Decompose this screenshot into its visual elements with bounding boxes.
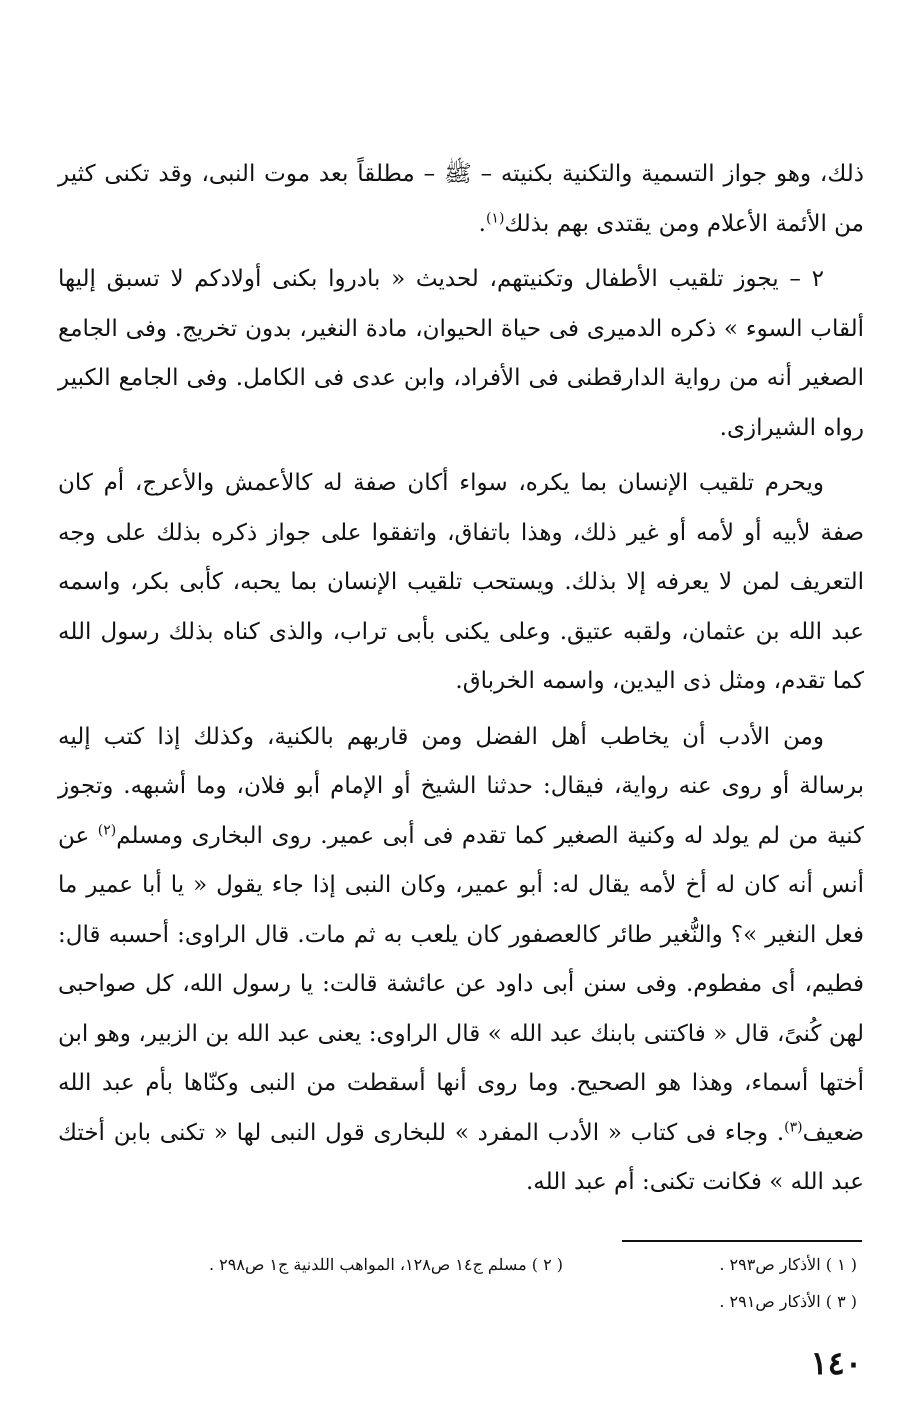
paragraph-3: ويحرم تلقيب الإنسان بما يكره، سواء أكان صفة له كالأعمش والأعرج، أم كان صفة لأبيه أو لأمه أو غير ذلك، وهذا باتفاق، واتفقوا على جواز ذكره بذلك على وجه التعريف لمن لا يعرفه إلا بذلك. ويستحب تلقيب الإنسان بما يحبه، كأبى بكر، واسمه عبد الله بن عثمان، ولقبه عتيق. وعلى يكنى بأبى تراب، والذى كناه بذلك رسول الله كما تقدم، ومثل ذى اليدين، واسمه الخرباق. [58, 470, 864, 694]
paragraph-1-end: . [478, 210, 486, 237]
footnote-divider [622, 1240, 862, 1242]
paragraph-4-text-b: عن أنس أنه كان له أخ لأمه يقال له: أبو عمير، وكان النبى إذا جاء يقول « يا أبا عمير ما فعل النغير »؟ والنُّغير طائر كالعصفور كان يلعب به ثم مات. قال الراوى: أحسبه قال: فطيم، أى مفطوم. وفى سنن أبى داود عن عائشة قالت: يا رسول الله، كل صواحبى لهن كُنىً، قال « فاكتنى بابنك عبد الله » قال الراوى: يعنى عبد الله بن الزبير، وهو ابن أختها أسماء، وهذا هو الصحيح. وما روى أنها أسقطت من النبى وكنّاها بأم عبد الله ضعيف [58, 822, 864, 1146]
footnote-ref-1: (١) [485, 209, 505, 226]
page-number: ١٤٠ [810, 1344, 862, 1382]
paragraph-1 [58, 150, 864, 249]
paragraph-2: ٢ – يجوز تلقيب الأطفال وتكنيتهم، لحديث « بادروا بكنى أولادكم لا تسبق إليها ألقاب السوء » ذكره الدميرى فى حياة الحيوان، مادة النغير، بدون تخريج. وفى الجامع الصغير أنه من رواية الدارقطنى فى الأفراد، وابن عدى فى الكامل. وفى الجامع الكبير رواه الشيرازى. [58, 266, 864, 441]
paragraph-1-text: ذلك، وهو جواز التسمية والتكنية بكنيته – ﷺ – مطلقاً بعد موت النبى، وقد تكنى كثير من الأئمة الأعلام ومن يقتدى بهم بذلك [58, 161, 864, 237]
footnote-ref-2: (٢) [97, 821, 117, 838]
paragraph-4-text-a: ومن الأدب أن يخاطب أهل الفضل ومن قاربهم بالكنية، وكذلك إذا كتب إليه برسالة أو روى عنه رواية، فيقال: حدثنا الشيخ أو الإمام أبو فلان، وما أشبهه. وتجوز كنية من لم يولد له وكنية الصغير كما تقدم فى أبى عمير. روى البخارى ومسلم [58, 723, 865, 849]
footnote-2: ( ٢ ) مسلم ج١٤ ص١٢٨، المواهب اللدنية ج١ ص٢٩٨ . [209, 1255, 563, 1274]
footnote-1: ( ١ ) الأذكار ص٢٩٣ . [719, 1255, 857, 1274]
body-text [58, 150, 864, 1214]
paragraph-4-text-c: . وجاء فى كتاب « الأدب المفرد » للبخارى قول النبى لها « تكنى بابن أختك عبد الله » فكانت تكنى: أم عبد الله. [58, 1119, 864, 1195]
paragraph-4 [58, 713, 864, 1208]
footnote-3: ( ٣ ) الأذكار ص٢٩١ . [719, 1292, 857, 1311]
footnote-ref-3: (٣) [784, 1118, 803, 1135]
